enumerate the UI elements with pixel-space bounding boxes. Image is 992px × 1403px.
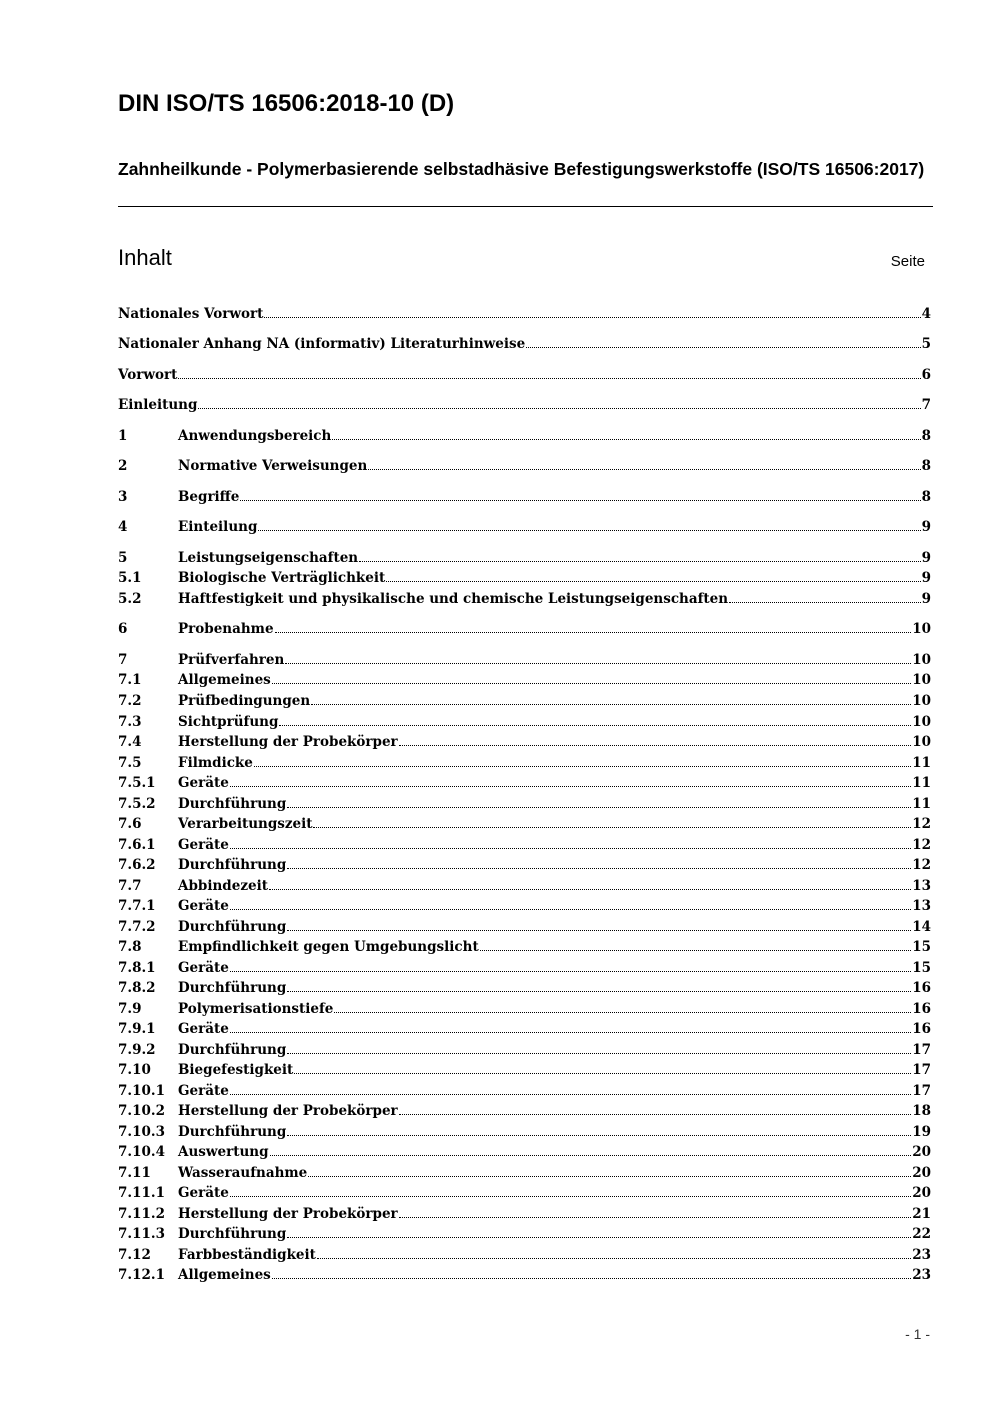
toc-entry-page: 10 bbox=[912, 621, 931, 637]
toc-entry-label: Durchführung bbox=[178, 1124, 287, 1140]
toc-entry-label: Abbindezeit bbox=[178, 878, 268, 894]
toc-entry-label: Durchführung bbox=[178, 1226, 287, 1242]
toc-dot-leader bbox=[230, 1182, 911, 1197]
toc-dot-leader bbox=[230, 1018, 911, 1033]
toc-entry-number: 7.11.3 bbox=[118, 1226, 165, 1242]
toc-dot-leader bbox=[272, 1264, 911, 1279]
toc-entry-page: 10 bbox=[912, 714, 931, 730]
toc-dot-leader bbox=[287, 1121, 911, 1136]
toc-entry-label: Biegefestigkeit bbox=[178, 1062, 294, 1078]
toc-entry-page: 11 bbox=[912, 755, 931, 771]
toc-entry-page: 13 bbox=[912, 898, 931, 914]
toc-dot-leader bbox=[178, 364, 920, 379]
toc-dot-leader bbox=[368, 455, 920, 470]
toc-entry-label: Nationaler Anhang NA (informativ) Literaturhinweise bbox=[118, 336, 526, 352]
toc-entry-number: 7.11 bbox=[118, 1165, 151, 1181]
toc-entry-number: 5.2 bbox=[118, 591, 142, 607]
toc-dot-leader bbox=[332, 425, 920, 440]
toc-entry-page: 14 bbox=[912, 919, 931, 935]
toc-entry-number: 7.12 bbox=[118, 1247, 151, 1263]
toc-entry-label: Herstellung der Probekörper bbox=[178, 1103, 398, 1119]
toc-entry-page: 21 bbox=[912, 1206, 931, 1222]
toc-entry-page: 9 bbox=[921, 591, 931, 607]
toc-entry-number: 7.8.2 bbox=[118, 980, 156, 996]
toc-entry[interactable] bbox=[118, 916, 931, 936]
toc-entry-number: 7.10.3 bbox=[118, 1124, 165, 1140]
toc-entry-number: 7.7.1 bbox=[118, 898, 156, 914]
toc-entry-page: 16 bbox=[912, 980, 931, 996]
toc-dot-leader bbox=[359, 547, 920, 562]
toc-dot-leader bbox=[287, 793, 911, 808]
toc-entry-number: 7.7.2 bbox=[118, 919, 156, 935]
toc-entry[interactable] bbox=[118, 834, 931, 854]
toc-entry-number: 7.9.2 bbox=[118, 1042, 156, 1058]
toc-entry-page: 15 bbox=[912, 939, 931, 955]
toc-entry-label: Geräte bbox=[178, 837, 229, 853]
toc-entry-number: 7.6.2 bbox=[118, 857, 156, 873]
toc-dot-leader bbox=[294, 1059, 911, 1074]
toc-entry-label: Geräte bbox=[178, 960, 229, 976]
toc-dot-leader bbox=[311, 690, 911, 705]
toc-entry-page: 10 bbox=[912, 652, 931, 668]
toc-entry-label: Haftfestigkeit und physikalische und chemische Leistungseigenschaften bbox=[178, 591, 729, 607]
toc-dot-leader bbox=[269, 875, 911, 890]
toc-entry[interactable] bbox=[118, 813, 931, 833]
toc-entry-page: 15 bbox=[912, 960, 931, 976]
toc-entry-label: Probenahme bbox=[178, 621, 274, 637]
toc-entry-page: 8 bbox=[921, 489, 931, 505]
toc-entry-label: Allgemeines bbox=[178, 1267, 271, 1283]
document-title: DIN ISO/TS 16506:2018-10 (D) bbox=[118, 90, 455, 117]
toc-entry[interactable] bbox=[118, 1121, 931, 1141]
toc-entry-label: Wasseraufnahme bbox=[178, 1165, 308, 1181]
toc-entry-number: 7 bbox=[118, 652, 128, 668]
toc-entry-label: Sichtprüfung bbox=[178, 714, 279, 730]
toc-entry[interactable] bbox=[118, 936, 931, 956]
toc-entry-number: 2 bbox=[118, 458, 128, 474]
toc-entry[interactable] bbox=[118, 977, 931, 997]
toc-entry-number: 7.11.1 bbox=[118, 1185, 165, 1201]
toc-entry-page: 10 bbox=[912, 672, 931, 688]
toc-dot-leader bbox=[279, 711, 911, 726]
toc-dot-leader bbox=[480, 936, 912, 951]
toc-entry[interactable] bbox=[118, 303, 931, 323]
toc-entry-label: Durchführung bbox=[178, 796, 287, 812]
toc-entry-label: Allgemeines bbox=[178, 672, 271, 688]
toc-entry-page: 20 bbox=[912, 1165, 931, 1181]
toc-entry[interactable] bbox=[118, 1059, 931, 1079]
toc-dot-leader bbox=[275, 618, 912, 633]
toc-entry-number: 5.1 bbox=[118, 570, 142, 586]
toc-dot-leader bbox=[230, 957, 911, 972]
toc-entry-number: 6 bbox=[118, 621, 128, 637]
toc-dot-leader bbox=[526, 333, 920, 348]
toc-entry[interactable] bbox=[118, 1039, 931, 1059]
toc-entry-page: 18 bbox=[912, 1103, 931, 1119]
toc-entry-label: Anwendungsbereich bbox=[178, 428, 332, 444]
toc-entry-page: 11 bbox=[912, 796, 931, 812]
toc-entry-number: 7.3 bbox=[118, 714, 142, 730]
toc-entry[interactable] bbox=[118, 772, 931, 792]
toc-entry-label: Geräte bbox=[178, 1021, 229, 1037]
toc-entry-number: 7.6.1 bbox=[118, 837, 156, 853]
toc-dot-leader bbox=[399, 731, 912, 746]
toc-entry-page: 16 bbox=[912, 1021, 931, 1037]
toc-entry-number: 7.7 bbox=[118, 878, 142, 894]
toc-entry-page: 19 bbox=[912, 1124, 931, 1140]
toc-entry-label: Durchführung bbox=[178, 919, 287, 935]
toc-entry-page: 23 bbox=[912, 1247, 931, 1263]
toc-entry-page: 22 bbox=[912, 1226, 931, 1242]
toc-entry-label: Prüfverfahren bbox=[178, 652, 285, 668]
toc-entry-page: 10 bbox=[912, 734, 931, 750]
toc-entry[interactable] bbox=[118, 1182, 931, 1202]
toc-entry-number: 7.5.1 bbox=[118, 775, 156, 791]
toc-entry-number: 7.9 bbox=[118, 1001, 142, 1017]
toc-entry-label: Empfindlichkeit gegen Umgebungslicht bbox=[178, 939, 479, 955]
toc-entry[interactable] bbox=[118, 669, 931, 689]
toc-dot-leader bbox=[254, 752, 911, 767]
toc-entry[interactable] bbox=[118, 455, 931, 475]
toc-entry-label: Nationales Vorwort bbox=[118, 306, 264, 322]
toc-entry-number: 7.12.1 bbox=[118, 1267, 165, 1283]
toc-entry-label: Geräte bbox=[178, 1083, 229, 1099]
toc-dot-leader bbox=[264, 303, 920, 318]
toc-dot-leader bbox=[334, 998, 911, 1013]
toc-dot-leader bbox=[285, 649, 911, 664]
toc-entry-label: Verarbeitungszeit bbox=[178, 816, 313, 832]
page-number: - 1 - bbox=[905, 1326, 930, 1342]
toc-entry-number: 7.6 bbox=[118, 816, 142, 832]
toc-entry-page: 5 bbox=[921, 336, 931, 352]
toc-entry[interactable] bbox=[118, 649, 931, 669]
toc-entry-number: 7.11.2 bbox=[118, 1206, 165, 1222]
toc-dot-leader bbox=[230, 895, 911, 910]
toc-entry-page: 9 bbox=[921, 550, 931, 566]
toc-entry-number: 7.4 bbox=[118, 734, 142, 750]
toc-entry-number: 7.10 bbox=[118, 1062, 151, 1078]
toc-dot-leader bbox=[287, 1039, 911, 1054]
toc-entry[interactable] bbox=[118, 1244, 931, 1264]
toc-entry-page: 6 bbox=[921, 367, 931, 383]
toc-entry-number: 7.8.1 bbox=[118, 960, 156, 976]
toc-entry-page: 16 bbox=[912, 1001, 931, 1017]
toc-entry[interactable] bbox=[118, 1162, 931, 1182]
toc-dot-leader bbox=[230, 772, 911, 787]
toc-dot-leader bbox=[287, 977, 911, 992]
toc-entry-number: 7.5.2 bbox=[118, 796, 156, 812]
toc-entry-page: 4 bbox=[921, 306, 931, 322]
toc-entry[interactable] bbox=[118, 516, 931, 536]
toc-entry-label: Polymerisationstiefe bbox=[178, 1001, 334, 1017]
toc-entry-label: Herstellung der Probekörper bbox=[178, 734, 398, 750]
toc-dot-leader bbox=[399, 1203, 912, 1218]
toc-dot-leader bbox=[313, 813, 911, 828]
toc-entry-page: 17 bbox=[912, 1042, 931, 1058]
toc-entry[interactable] bbox=[118, 875, 931, 895]
toc-entry-label: Durchführung bbox=[178, 1042, 287, 1058]
toc-entry[interactable] bbox=[118, 711, 931, 731]
toc-entry[interactable] bbox=[118, 1141, 931, 1161]
toc-entry[interactable] bbox=[118, 854, 931, 874]
toc-entry-label: Leistungseigenschaften bbox=[178, 550, 359, 566]
toc-dot-leader bbox=[230, 1080, 911, 1095]
toc-entry[interactable] bbox=[118, 1018, 931, 1038]
toc-entry[interactable] bbox=[118, 957, 931, 977]
toc-dot-leader bbox=[272, 669, 911, 684]
toc-entry-label: Geräte bbox=[178, 1185, 229, 1201]
toc-entry-number: 7.10.4 bbox=[118, 1144, 165, 1160]
toc-entry-number: 7.10.1 bbox=[118, 1083, 165, 1099]
toc-entry-page: 10 bbox=[912, 693, 931, 709]
title-divider bbox=[118, 206, 933, 207]
toc-entry[interactable] bbox=[118, 333, 931, 353]
toc-entry-number: 7.1 bbox=[118, 672, 142, 688]
toc-entry-number: 1 bbox=[118, 428, 128, 444]
toc-entry[interactable] bbox=[118, 364, 931, 384]
toc-entry-page: 17 bbox=[912, 1083, 931, 1099]
toc-entry-label: Einteilung bbox=[178, 519, 258, 535]
toc-dot-leader bbox=[308, 1162, 911, 1177]
toc-entry-page: 13 bbox=[912, 878, 931, 894]
toc-heading: Inhalt bbox=[118, 245, 172, 270]
toc-dot-leader bbox=[399, 1100, 912, 1115]
toc-entry-number: 7.9.1 bbox=[118, 1021, 156, 1037]
toc-dot-leader bbox=[270, 1141, 912, 1156]
toc-entry-label: Biologische Verträglichkeit bbox=[178, 570, 386, 586]
toc-entry-page: 12 bbox=[912, 857, 931, 873]
toc-entry[interactable] bbox=[118, 731, 931, 751]
toc-entry-page: 20 bbox=[912, 1144, 931, 1160]
toc-entry-label: Farbbeständigkeit bbox=[178, 1247, 316, 1263]
toc-entry-number: 3 bbox=[118, 489, 128, 505]
toc-entry-label: Durchführung bbox=[178, 857, 287, 873]
toc-entry-page: 9 bbox=[921, 570, 931, 586]
toc-entry[interactable] bbox=[118, 793, 931, 813]
toc-entry[interactable] bbox=[118, 588, 931, 608]
toc-entry[interactable] bbox=[118, 547, 931, 567]
toc-entry[interactable] bbox=[118, 486, 931, 506]
toc-entry-label: Geräte bbox=[178, 898, 229, 914]
toc-page-column-label: Seite bbox=[890, 253, 925, 270]
toc-entry-number: 7.5 bbox=[118, 755, 142, 771]
toc-entry[interactable] bbox=[118, 394, 931, 414]
toc-entry-label: Durchführung bbox=[178, 980, 287, 996]
toc-entry-number: 7.8 bbox=[118, 939, 142, 955]
toc-entry-number: 7.2 bbox=[118, 693, 142, 709]
toc-dot-leader bbox=[287, 1223, 911, 1238]
toc-entry-label: Vorwort bbox=[118, 367, 178, 383]
toc-entry-label: Herstellung der Probekörper bbox=[178, 1206, 398, 1222]
toc-entry-label: Geräte bbox=[178, 775, 229, 791]
toc-entry-label: Normative Verweisungen bbox=[178, 458, 368, 474]
toc-dot-leader bbox=[287, 916, 911, 931]
toc-dot-leader bbox=[729, 588, 921, 603]
toc-dot-leader bbox=[386, 567, 920, 582]
toc-entry[interactable] bbox=[118, 895, 931, 915]
toc-entry[interactable] bbox=[118, 567, 931, 587]
toc-entry-number: 7.10.2 bbox=[118, 1103, 165, 1119]
toc-entry[interactable] bbox=[118, 1203, 931, 1223]
toc-entry[interactable] bbox=[118, 752, 931, 772]
toc-entry-page: 9 bbox=[921, 519, 931, 535]
toc-dot-leader bbox=[230, 834, 911, 849]
toc-entry-label: Begriffe bbox=[178, 489, 240, 505]
toc-entry-number: 5 bbox=[118, 550, 128, 566]
toc-entry-page: 20 bbox=[912, 1185, 931, 1201]
toc-entry[interactable] bbox=[118, 1100, 931, 1120]
toc-entry-label: Einleitung bbox=[118, 397, 198, 413]
toc-entry-number: 4 bbox=[118, 519, 128, 535]
toc-entry[interactable] bbox=[118, 425, 931, 445]
toc-entry[interactable] bbox=[118, 998, 931, 1018]
toc-dot-leader bbox=[258, 516, 920, 531]
toc-entry-page: 17 bbox=[912, 1062, 931, 1078]
toc-entry[interactable] bbox=[118, 690, 931, 710]
toc-dot-leader bbox=[317, 1244, 911, 1259]
toc-entry-label: Prüfbedingungen bbox=[178, 693, 311, 709]
toc-dot-leader bbox=[240, 486, 920, 501]
toc-entry-page: 8 bbox=[921, 428, 931, 444]
toc-entry[interactable] bbox=[118, 1264, 931, 1284]
document-subtitle: Zahnheilkunde - Polymerbasierende selbstadhäsive Befestigungswerkstoffe (ISO/TS 16506:2017) bbox=[118, 159, 925, 179]
toc-entry-page: 11 bbox=[912, 775, 931, 791]
toc-entry-label: Filmdicke bbox=[178, 755, 253, 771]
toc-entry[interactable] bbox=[118, 618, 931, 638]
toc-entry[interactable] bbox=[118, 1080, 931, 1100]
toc-entry-label: Auswertung bbox=[178, 1144, 269, 1160]
toc-entry[interactable] bbox=[118, 1223, 931, 1243]
toc-dot-leader bbox=[198, 394, 920, 409]
toc-entry-page: 12 bbox=[912, 816, 931, 832]
toc-dot-leader bbox=[287, 854, 911, 869]
toc-entry-page: 23 bbox=[912, 1267, 931, 1283]
toc-entry-page: 8 bbox=[921, 458, 931, 474]
toc-entry-page: 12 bbox=[912, 837, 931, 853]
toc-entry-page: 7 bbox=[921, 397, 931, 413]
